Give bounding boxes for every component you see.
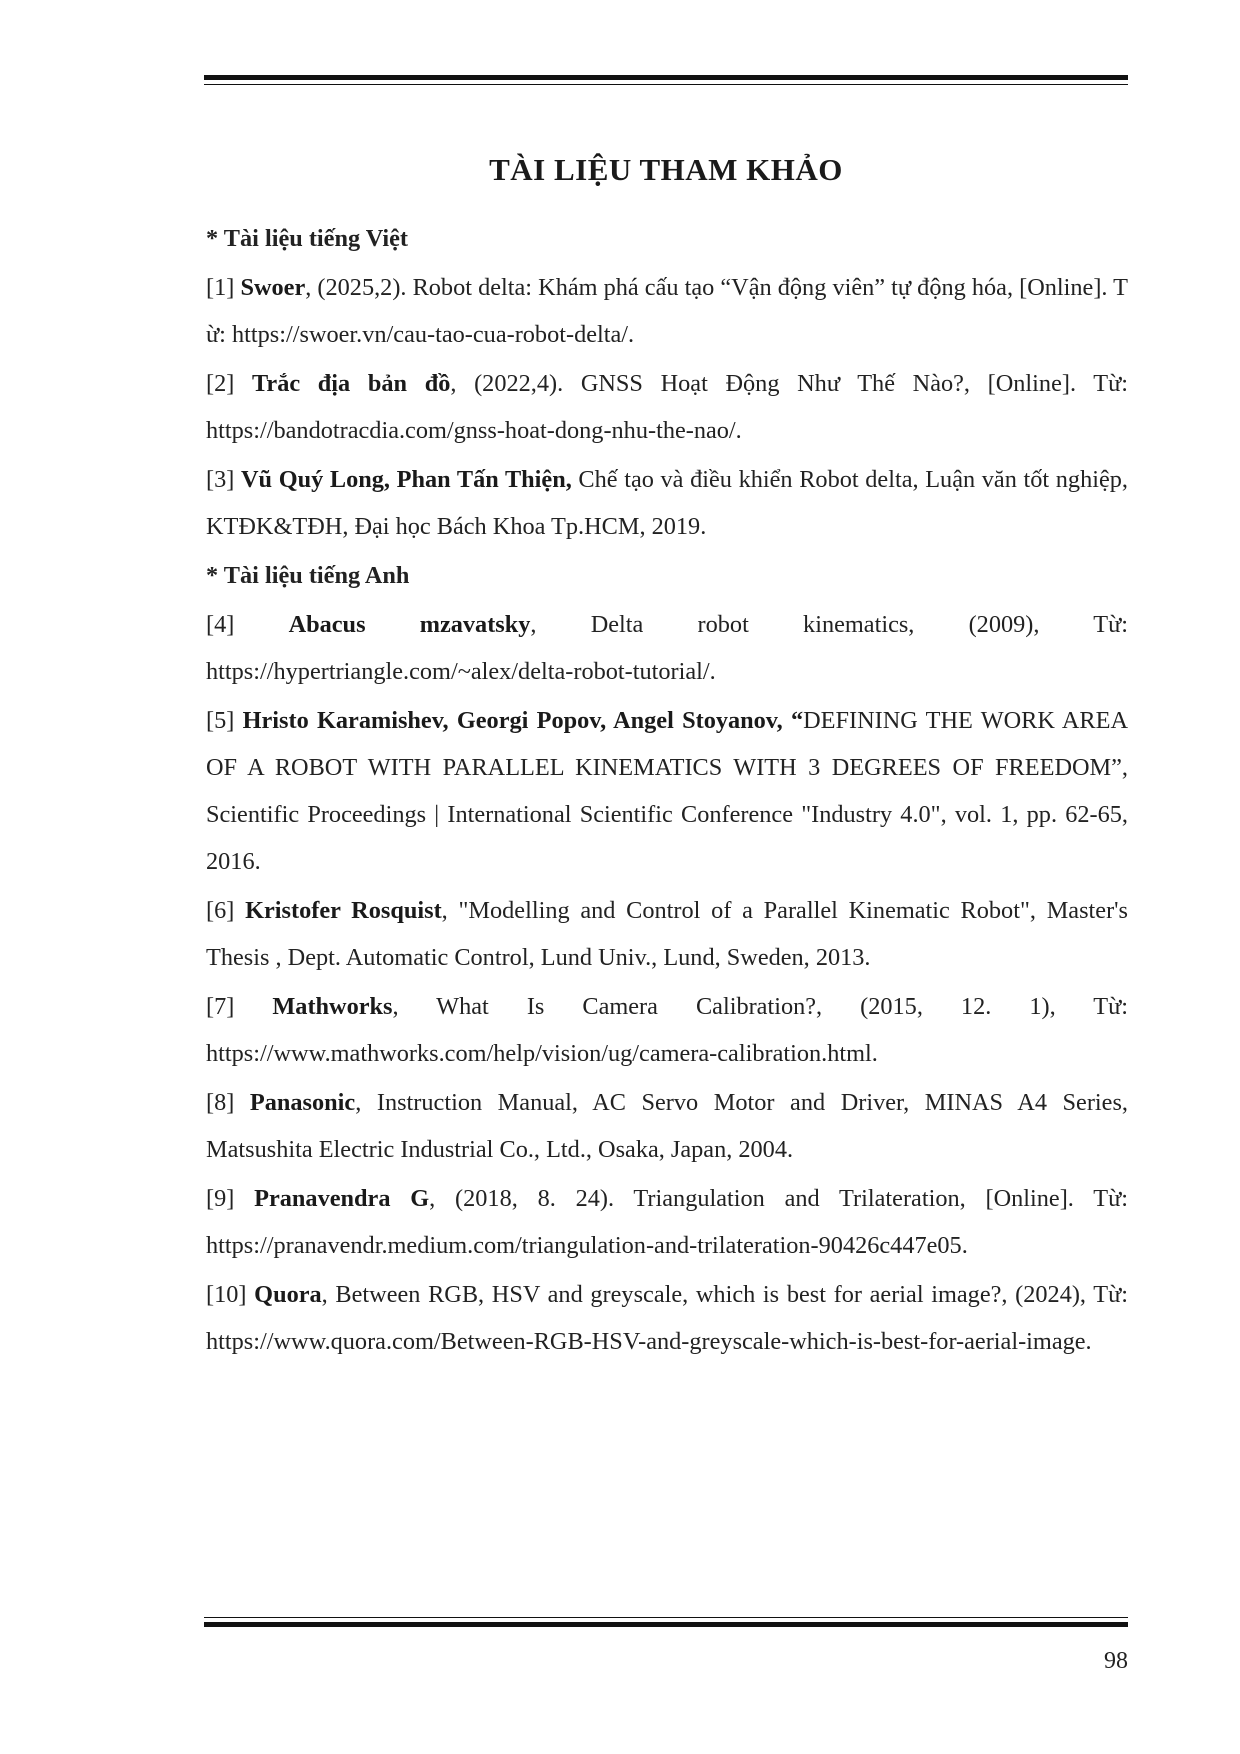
reference-author: Mathworks [272, 993, 393, 1020]
references-list [206, 215, 1128, 1367]
reference-10 [206, 1271, 1128, 1365]
page-number: 98 [1104, 1648, 1128, 1674]
reference-3 [206, 456, 1128, 550]
reference-author: Trắc địa bản đồ [252, 370, 451, 397]
reference-number: [1] [206, 274, 235, 301]
reference-7 [206, 983, 1128, 1077]
page-title: TÀI LIỆU THAM KHẢO [489, 152, 843, 187]
reference-text: , What Is Camera Calibration?, (2015, 12. 1), Từ: https://www.mathworks.com/help/vision/ug/camera-calibration.html. [206, 993, 1128, 1067]
reference-8 [206, 1079, 1128, 1173]
reference-number: [2] [206, 370, 235, 397]
reference-5 [206, 697, 1128, 885]
reference-number: [3] [206, 466, 235, 493]
reference-6 [206, 887, 1128, 981]
reference-text: , (2018, 8. 24). Triangulation and Trilateration, [Online]. Từ: https://pranavendr.medium.com/triangulation-and-trilateration-90426c447e05. [206, 1185, 1128, 1259]
reference-text: DEFINING THE WORK AREA OF A ROBOT WITH PARALLEL KINEMATICS WITH 3 DEGREES OF FREEDOM”, Scientific Proceedings | International Scientific Conference "Industry 4.0", vol. 1, pp. 62-65, 2016. [206, 707, 1128, 875]
reference-number: [10] [206, 1281, 247, 1308]
reference-text: , "Modelling and Control of a Parallel Kinematic Robot", Master's Thesis , Dept. Automatic Control, Lund Univ., Lund, Sweden, 2013. [206, 897, 1128, 971]
reference-2 [206, 360, 1128, 454]
reference-author: Hristo Karamishev, Georgi Popov, Angel Stoyanov, “ [242, 707, 804, 734]
reference-text: , (2025,2). Robot delta: Khám phá cấu tạo “Vận động viên” tự động hóa, [Online]. Từ: https://swoer.vn/cau-tao-cua-robot-delta/. [206, 274, 1129, 348]
reference-author: Abacus mzavatsky [288, 611, 531, 638]
reference-number: [4] [206, 611, 235, 638]
reference-text: , Between RGB, HSV and greyscale, which is best for aerial image?, (2024), Từ: https://www.quora.com/Between-RGB-HSV-and-greyscale-which-is-best-for-aerial-image. [206, 1281, 1128, 1355]
reference-number: [8] [206, 1089, 235, 1116]
reference-9 [206, 1175, 1128, 1269]
reference-text: , (2022,4). GNSS Hoạt Động Như Thế Nào?, [Online]. Từ: https://bandotracdia.com/gnss-hoat-dong-nhu-the-nao/. [206, 370, 1129, 444]
reference-author: Swoer [240, 274, 306, 301]
reference-text: , Delta robot kinematics, (2009), Từ: https://hypertriangle.com/~alex/delta-robot-tutorial/. [206, 611, 1128, 685]
reference-4 [206, 601, 1128, 695]
header-rule [204, 75, 1128, 80]
reference-author: Pranavendra G [254, 1185, 430, 1212]
reference-number: [9] [206, 1185, 235, 1212]
footer-rule [204, 1622, 1128, 1627]
reference-author: Kristofer Rosquist [245, 897, 442, 924]
reference-text: Chế tạo và điều khiển Robot delta, Luận văn tốt nghiệp, KTĐK&TĐH, Đại học Bách Khoa Tp.HCM, 2019. [206, 466, 1128, 540]
section-heading-english: * Tài liệu tiếng Anh [206, 562, 410, 589]
reference-author: Quora [254, 1281, 322, 1308]
reference-number: [7] [206, 993, 235, 1020]
section-heading-vietnamese: * Tài liệu tiếng Việt [206, 225, 409, 252]
reference-author: Panasonic [249, 1089, 356, 1116]
reference-number: [6] [206, 897, 235, 924]
reference-author: Vũ Quý Long, Phan Tấn Thiện, [241, 466, 572, 493]
reference-number: [5] [206, 707, 235, 734]
reference-1 [206, 264, 1128, 358]
reference-text: , Instruction Manual, AC Servo Motor and Driver, MINAS A4 Series, Matsushita Electric Industrial Co., Ltd., Osaka, Japan, 2004. [206, 1089, 1128, 1163]
